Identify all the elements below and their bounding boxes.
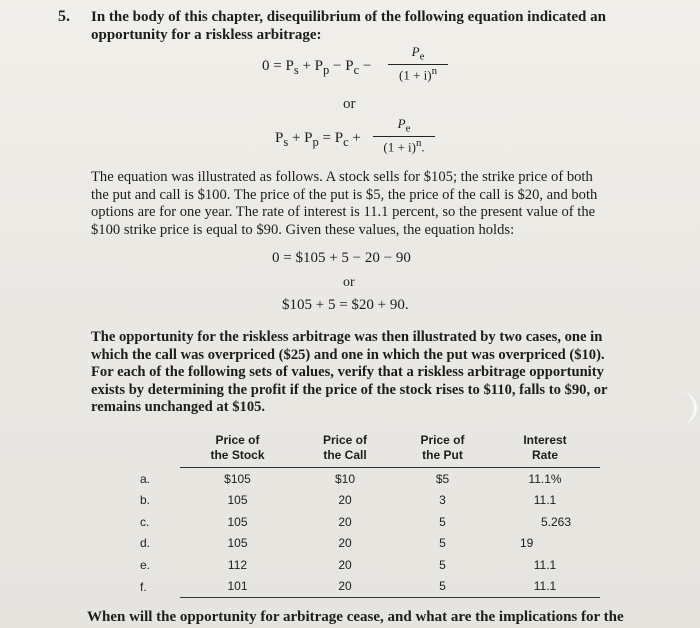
table-row: d. 105 20 5 19 [140, 536, 534, 551]
equation-1-fraction: $P_e$ $(1 + i)^n$ [388, 44, 448, 83]
problem-line-2: opportunity for a riskless arbitrage: [91, 27, 322, 43]
header-stock: Price of the Stock [180, 433, 295, 468]
table-row: f. 101 20 5 11.1 [140, 576, 600, 598]
values-table [140, 433, 600, 598]
table-row: b. 105 20 3 11.1 [140, 493, 557, 508]
equation-2: $P_s + P_p = P_c$ + [275, 130, 361, 149]
or-label-2: or [343, 275, 355, 290]
paragraph-illustration: The equation was illustrated as follows. A stock sells for $105; the strike price of both the put and call is $100. The price of the put is $5, the price of the call is $20, and both options are for one year. The rate of interest is 11.1 percent, so the present value of the $100 strike price is equal to $90. Given these values, the equation holds: [91, 169, 598, 238]
problem-number: 5. [58, 8, 70, 25]
paragraph-cases: The opportunity for the riskless arbitrage was then illustrated by two cases, one in which the call was overpriced ($25) and one in which the put was overpriced ($10). For each of the following sets of values, verify that a riskless arbitrage opportunity exists by determining the profit if the price of the stock rises to $110, falls to $90, or remains unchanged at $105. [91, 329, 608, 416]
or-label-1: or [343, 96, 356, 112]
table-header-row [140, 433, 600, 468]
header-put: Price of the Put [395, 433, 490, 468]
page-edge-curve [672, 392, 697, 424]
calc-equation-a: 0 = $105 + 5 − 20 − 90 [272, 250, 411, 266]
header-call: Price of the Call [295, 433, 395, 468]
table-row: e. 112 20 5 11.1 [140, 557, 557, 572]
table-row: c. 105 20 5 5.263 [140, 514, 572, 529]
bottom-question-line: When will the opportunity for arbitrage cease, and what are the implications for the [87, 609, 624, 625]
calc-equation-b: $105 + 5 = $20 + 90. [282, 297, 409, 313]
problem-line-1: In the body of this chapter, disequilibrium of the following equation indicated an [91, 9, 606, 25]
equation-2-fraction: $P_e$ $(1 + i)^n$. [373, 116, 435, 155]
table-row: a. $105 $10 $5 11.1% [140, 471, 562, 486]
header-rate: Interest Rate [490, 433, 600, 468]
equation-1: $0 = P_s + P_p - P_c$ − [262, 58, 372, 77]
